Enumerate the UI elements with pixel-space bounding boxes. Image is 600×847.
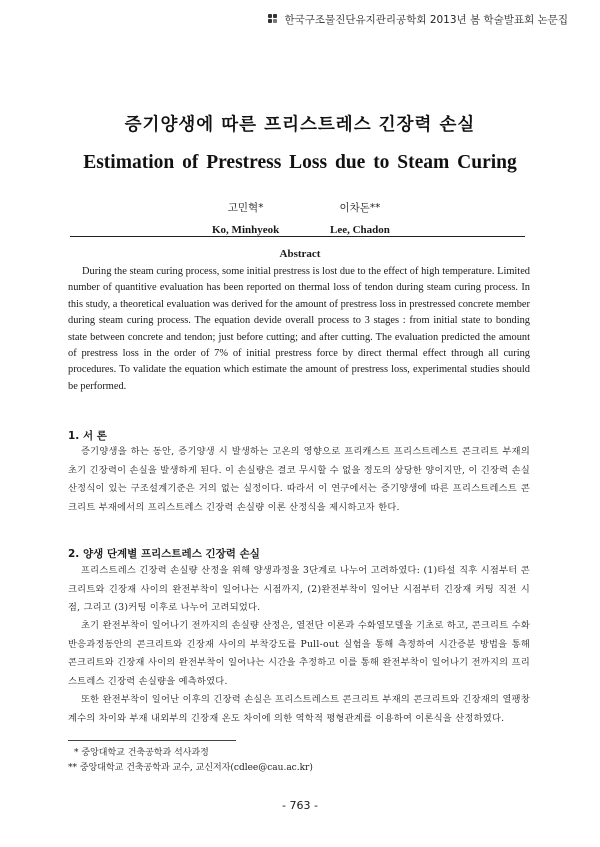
header-text: 한국구조물진단유지관리공학회 2013년 봄 학술발표회 논문집: [284, 14, 568, 26]
section-2-paragraph-2: 초기 완전부착이 일어나기 전까지의 손실량 산정은, 열전단 이론과 수화열모델을 기초로 하고, 콘크리트 수화반응과정동안의 콘크리트와 긴장재 사이의 부착강도를 Pull-out 실험을 통해 측정하여 시간증분 방법을 통해 콘크리트와 긴장재 사이의 완전부착이 일어나는 시간을 추정하고 이를 통해 완전부착이 일어나기 전까지의 프리스트레스 긴장력 손실량을 예측하였다.: [68, 620, 530, 687]
section-2-title: 2. 양생 단계별 프리스트레스 긴장력 손실: [68, 548, 260, 560]
page-number: - 763 -: [282, 799, 318, 812]
author-2: [330, 200, 390, 236]
section-1-paragraph: 증기양생을 하는 동안, 증기양생 시 발생하는 고온의 영향으로 프리캐스트 프리스트레스트 콘크리트 부재의 초기 긴장력이 손실을 발생하게 된다. 이 손실량은 결코 무시할 수 없을 정도의 상당한 양이지만, 이 긴장력 손실 산정식이 있는 구조설계기준은 거의 없는 실정이다. 따라서 이 연구에서는 증기양생에 따른 프리스트레스트 콘크리트 부재에서의 프리스트레스 긴장력 손실량 이론 산정식을 제시하고자 한다.: [68, 446, 530, 513]
title-divider: [70, 236, 525, 237]
running-header: [268, 12, 568, 27]
author-2-english: Lee, Chadon: [330, 224, 390, 236]
footnote-2: ** 중앙대학교 건축공학과 교수, 교신저자(cdlee@cau.ac.kr): [68, 763, 313, 773]
author-2-korean: 이차돈**: [339, 202, 381, 214]
author-1-korean: 고민혁*: [227, 202, 264, 214]
section-2-paragraph-1: 프리스트레스 긴장력 손실량 산정을 위해 양생과정을 3단계로 나누어 고려하였다: (1)타설 직후 시점부터 콘크리트와 긴장재 사이의 완전부착이 일어나는 시점까지, (2)완전부착이 일어난 시점부터 긴장재 커팅 직전 시점, 그리고 (3)커팅 이후로 나누어 고려되었다.: [68, 565, 530, 614]
society-logo-icon: [268, 14, 280, 25]
section-1-title: 1. 서 론: [68, 430, 107, 442]
footnote-divider: [68, 740, 236, 741]
author-1-english: Ko, Minhyeok: [212, 224, 280, 236]
footnote-1: * 중앙대학교 건축공학과 석사과정: [74, 748, 209, 758]
abstract-body: During the steam curing process, some initial prestress is lost due to the effect of high temperature. Limited number of quantitive evaluation has been reported on thermal loss of tendon during steam curing process. In this study, a theoretical evaluation was derived for the amount of prestress loss in prestressed concrete member during steam curing process. The equation devide overall process to 3 stages : from initial state to bonding state between concrete and tendon; just before cutting; and after cutting. The evaluation predicted the amount of prestress loss in the order of 7% of initial prestress force by direct thermal effect through all curing procedures. To validate the equation which estimate the amount of prestress loss, experimental studies should be performed.: [68, 266, 530, 392]
abstract-heading: Abstract: [279, 248, 321, 260]
section-2-paragraph-3: 또한 완전부착이 일어난 이후의 긴장력 손실은 프리스트레스트 콘크리트 부재의 콘크리트와 긴장재의 열팽창계수의 차이와 부재 내외부의 긴장재 온도 차이에 의한 역학적 평형관계를 이용하여 이론식을 산정하였다.: [68, 694, 530, 724]
title-korean: 증기양생에 따른 프리스트레스 긴장력 손실: [124, 115, 476, 135]
author-1: [212, 200, 279, 236]
title-english: Estimation of Prestress Loss due to Steam Curing: [83, 152, 517, 173]
